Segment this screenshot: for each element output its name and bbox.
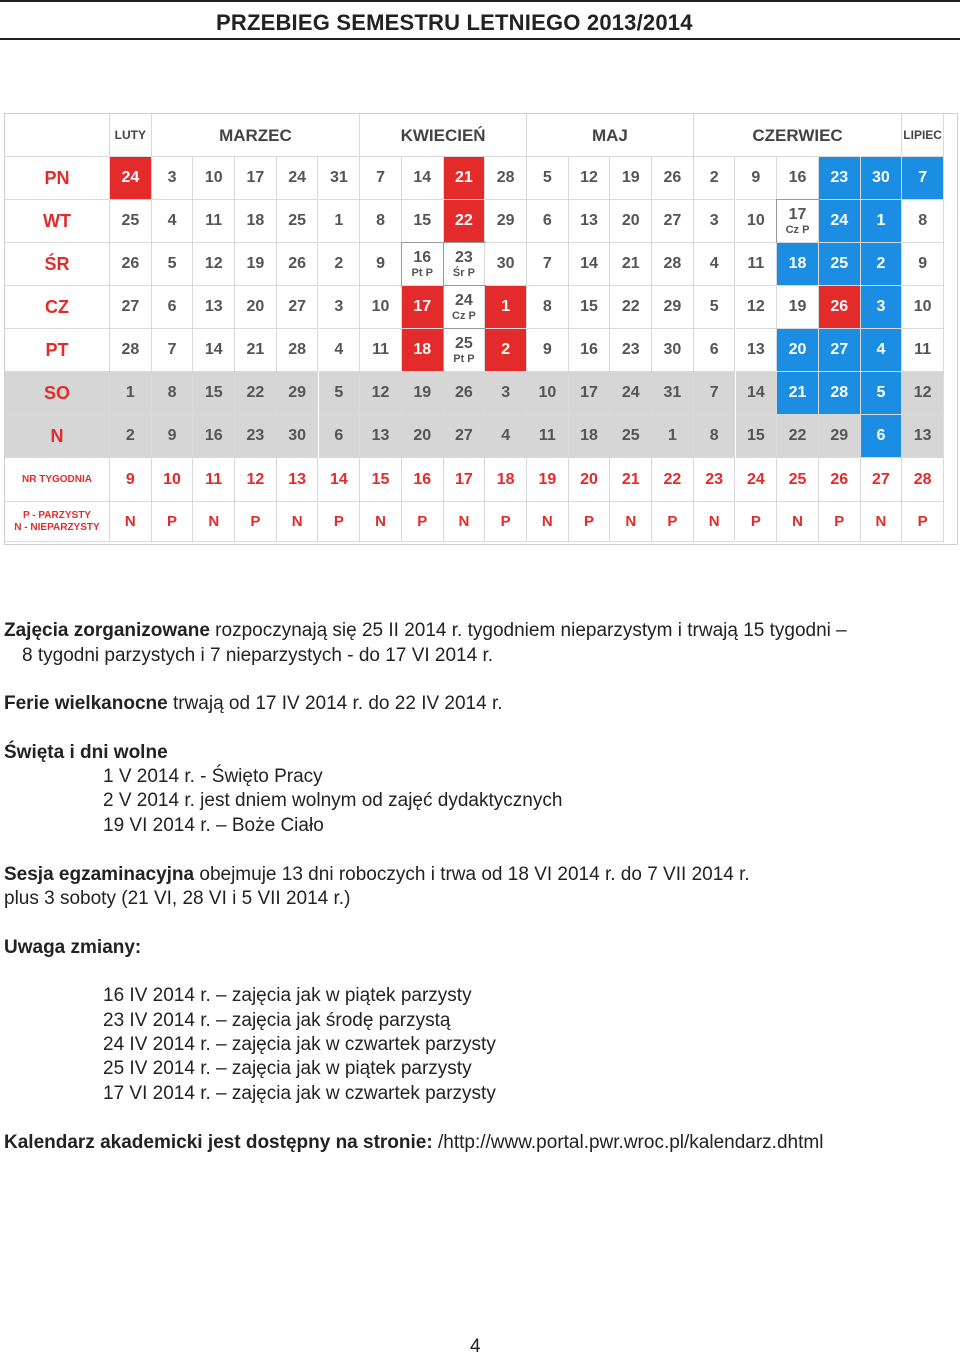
cell-text: 12 [746,298,765,315]
cell-text: 1 [334,212,344,229]
cell-text: 5 [334,384,344,401]
cell-text: P - PARZYSTY [23,510,91,521]
cell-text: P [667,513,678,530]
cell-text: 4 [167,212,177,229]
page-title: PRZEBIEG SEMESTRU LETNIEGO 2013/2014 [216,10,693,35]
cell-text: 13 [746,341,765,358]
cell-text: 26 [830,298,849,315]
exam-saturdays-line: plus 3 soboty (21 VI, 28 VI i 5 VII 2014 r.) [4,888,351,909]
cell-text: 16 [413,248,432,266]
holiday-item: 19 VI 2014 r. – Boże Ciało [103,815,324,836]
cell-text: 5 [876,384,886,401]
cell-text: 6 [542,212,552,229]
cell-text: 30 [663,341,682,358]
cell-text: 13 [371,427,390,444]
cell-text: 23 [246,427,265,444]
cell-text: 5 [167,255,177,272]
cell-text: 27 [872,470,890,488]
cell-text: 29 [663,298,682,315]
cell-text: 16 [413,470,432,488]
cell-text: 1 [501,298,511,315]
cell-text: 22 [663,470,682,488]
cell-text: 20 [413,427,432,444]
cell-text: 5 [709,298,719,315]
cell-text: N [541,513,553,530]
cell-text: P [500,513,511,530]
cell-text: 12 [246,470,265,488]
cell-text: 23 [455,248,473,266]
cell-text: 12 [204,255,223,272]
cell-text: 17 [788,205,807,223]
cell-text: 10 [371,298,390,315]
cell-text: 25 [455,334,473,352]
cell-text: Pt P [411,266,433,279]
cell-text: 23 [621,341,640,358]
easter-break-line: Ferie wielkanocne trwają od 17 IV 2014 r. do 22 IV 2014 r. [4,693,503,714]
cell-text: 7 [542,255,552,272]
cell-text: P [167,513,178,530]
cell-text: 9 [542,341,552,358]
cell-text: 25 [621,427,640,444]
cell-text: 24 [288,169,307,186]
cell-text: 12 [913,384,932,401]
cell-text: 22 [788,427,807,444]
cell-text: 18 [788,255,807,272]
changes-heading: Uwaga zmiany: [4,937,142,958]
cell-text: ŚR [44,254,70,274]
cell-text: LUTY [114,128,147,142]
cell-text: 12 [371,384,390,401]
cell-text: 14 [580,255,598,272]
cell-text: 28 [288,341,307,358]
cell-text: 30 [496,255,515,272]
cell-text: 19 [788,298,807,315]
cell-text: 27 [830,341,849,358]
cell-text: 10 [538,384,557,401]
cell-text: 28 [913,470,932,488]
cell-text: 16 [788,169,807,186]
calendar-link-line: Kalendarz akademicki jest dostępny na stronie: /http://www.portal.pwr.wroc.pl/kalendarz.dhtml [4,1132,824,1153]
cell-text: 8 [709,427,719,444]
cell-text: 30 [288,427,307,444]
cell-text: 2 [125,427,135,444]
cell-text: P [834,513,845,530]
cell-text: 27 [455,427,473,444]
cell-text: N [50,426,64,446]
cell-text: 25 [788,470,807,488]
cell-text: 24 [746,470,765,488]
cell-text: 19 [246,255,265,272]
cell-text: 29 [288,384,307,401]
cell-text: 17 [246,169,265,186]
cell-text: 9 [751,169,761,186]
cell-text: 11 [747,255,765,272]
cell-text: 22 [246,384,265,401]
cell-text: N [124,513,136,530]
cell-text: 18 [413,341,432,358]
cell-text: 27 [663,212,682,229]
cell-text: 10 [204,169,223,186]
cell-text: 6 [334,427,344,444]
cell-text: 4 [501,427,511,444]
cell-text: 29 [496,212,515,229]
cell-text: 14 [413,169,432,186]
cell-text: 2 [501,341,511,358]
cell-text: N [458,513,470,530]
cell-text: 23 [830,169,849,186]
cell-text: 18 [246,212,265,229]
cell-text: 11 [538,427,556,444]
cell-text: P [750,513,761,530]
cell-text: 13 [204,298,223,315]
cell-text: 6 [709,341,719,358]
cell-text: 10 [163,470,181,488]
cell-text: 2 [709,169,719,186]
cell-text: 9 [918,255,928,272]
cell-text: 15 [580,298,598,315]
cell-text: 2 [334,255,344,272]
cell-text: P [917,513,928,530]
cell-text: 12 [580,169,598,186]
cell-text: 14 [746,384,765,401]
cell-text: 20 [246,298,265,315]
cell-text: 4 [709,255,719,272]
cell-text: P [584,513,595,530]
cell-text: 21 [621,255,640,272]
cell-text: 2 [876,255,886,272]
cell-text: PT [45,340,69,360]
cell-text: 27 [288,298,307,315]
cell-text: 18 [580,427,598,444]
page-number: 4 [470,1336,481,1357]
cell-text: 6 [876,427,886,444]
cell-text: 20 [580,470,598,488]
cell-text: Śr P [452,266,475,279]
cell-text: 30 [872,169,890,186]
exam-session-line: Sesja egzaminacyjna obejmuje 13 dni roboczych i trwa od 18 VI 2014 r. do 7 VII 2014 r. [4,864,750,885]
cell-text: 9 [167,427,177,444]
cell-text: N [625,513,637,530]
cell-text: SO [43,383,70,403]
cell-text: 3 [709,212,719,229]
cell-text: N [208,513,220,530]
cell-text: 24 [621,384,640,401]
change-item: 23 IV 2014 r. – zajęcia jak środę parzystą [103,1010,451,1031]
cell-text: 7 [709,384,719,401]
cell-text: 1 [667,427,677,444]
cell-text: 11 [205,212,223,229]
cell-text: P [417,513,428,530]
cell-text: 19 [413,384,432,401]
cell-text: 21 [621,470,640,488]
cell-text: MARZEC [219,125,292,145]
cell-text: 11 [372,341,389,358]
cell-text: 15 [204,384,223,401]
cell-text: 28 [830,384,849,401]
cell-text: 19 [621,169,640,186]
cell-text: 31 [663,384,682,401]
cell-text: 3 [334,298,344,315]
cell-text: 11 [914,341,932,358]
cell-text: 3 [501,384,511,401]
cell-text: 21 [788,384,807,401]
cell-text: 18 [496,470,515,488]
cell-text: 26 [121,255,140,272]
cell-text: 13 [913,427,932,444]
holidays-heading: Święta i dni wolne [4,742,168,763]
cell-text: 8 [542,298,552,315]
cell-text: 9 [125,470,135,488]
cell-text: 20 [788,341,807,358]
cell-text: 19 [538,470,557,488]
cell-text: 15 [413,212,432,229]
cell-text: Cz P [452,309,476,322]
cell-text: 4 [334,341,344,358]
cell-text: 16 [580,341,598,358]
cell-text: P [250,513,261,530]
cell-text: 7 [376,169,385,186]
cell-text: N [792,513,803,530]
cell-text: N [291,513,303,530]
cell-text: 1 [125,384,135,401]
cell-text: N [708,513,720,530]
cell-text: 17 [455,470,473,488]
cell-text: 16 [204,427,223,444]
cell-text: 3 [167,169,177,186]
cell-text: 4 [876,341,886,358]
cell-text: 15 [371,470,390,488]
cell-text: 7 [167,341,177,358]
holiday-item: 2 V 2014 r. jest dniem wolnym od zajęć dydaktycznych [103,790,563,811]
cell-text: KWIECIEŃ [400,125,486,145]
cell-text: 26 [830,470,849,488]
change-item: 17 VI 2014 r. – zajęcia jak w czwartek parzysty [103,1083,496,1104]
cell-text: 10 [913,298,932,315]
cell-text: 8 [376,212,385,229]
cell-text: 14 [329,470,348,488]
cell-text: 11 [205,470,223,488]
cell-text: 24 [830,212,849,229]
cell-text: 26 [455,384,473,401]
cell-text: 26 [663,169,682,186]
cell-text: 24 [121,169,140,186]
holiday-item: 1 V 2014 r. - Święto Pracy [103,766,323,787]
cell-text: 6 [167,298,177,315]
cell-text: 22 [455,212,473,229]
cell-text: 25 [830,255,849,272]
cell-text: 25 [288,212,307,229]
cell-text: 9 [376,255,385,272]
classes-start-line: Zajęcia zorganizowane rozpoczynają się 25 II 2014 r. tygodniem nieparzystym i trwają 15 tygodni – [4,620,847,641]
cell-text: 29 [830,427,849,444]
cell-text: 8 [167,384,177,401]
cell-text: 3 [876,298,886,315]
cell-text: 22 [621,298,640,315]
cell-text: 20 [621,212,640,229]
cell-text: 17 [580,384,598,401]
cell-text: 1 [876,212,886,229]
cell-text: 31 [329,169,348,186]
cell-text: 21 [246,341,265,358]
cell-text: MAJ [591,125,628,145]
cell-text: N [875,513,887,530]
cell-text: 21 [455,169,473,186]
cell-text: P [333,513,344,530]
cell-text: 13 [580,212,598,229]
cell-text: 14 [204,341,223,358]
classes-weeks-line: 8 tygodni parzystych i 7 nieparzystych - do 17 VI 2014 r. [22,645,494,666]
cell-text: 7 [918,169,928,186]
cell-text: 25 [121,212,140,229]
cell-text: Pt P [453,352,475,365]
cell-text: 24 [455,291,473,309]
cell-text: Cz P [785,223,810,236]
change-item: 24 IV 2014 r. – zajęcia jak w czwartek parzysty [103,1034,496,1055]
cell-text: LIPIEC [903,128,942,142]
change-item: 16 IV 2014 r. – zajęcia jak w piątek parzysty [103,985,472,1006]
cell-text: CZ [45,297,69,317]
cell-text: 27 [121,298,140,315]
cell-text: 28 [496,169,515,186]
cell-text: CZERWIEC [752,125,843,145]
calendar-link[interactable]: /http://www.portal.pwr.wroc.pl/kalendarz.dhtml [432,1132,824,1153]
cell-text: 23 [705,470,724,488]
cell-text: N [375,513,386,530]
cell-text: 26 [288,255,307,272]
cell-text: 28 [663,255,682,272]
cell-text: 10 [746,212,765,229]
cell-text: 17 [413,298,432,315]
cell-text: 5 [542,169,552,186]
cell-text: NR TYGODNIA [22,473,92,485]
cell-text: 13 [288,470,307,488]
cell-text: N - NIEPARZYSTY [14,521,100,533]
cell-text: 15 [746,427,765,444]
change-item: 25 IV 2014 r. – zajęcia jak w piątek parzysty [103,1058,472,1079]
cell-text: 28 [121,341,140,358]
cell-text: PN [44,168,70,188]
cell-text: 8 [918,212,928,229]
cell-text: WT [43,211,71,231]
